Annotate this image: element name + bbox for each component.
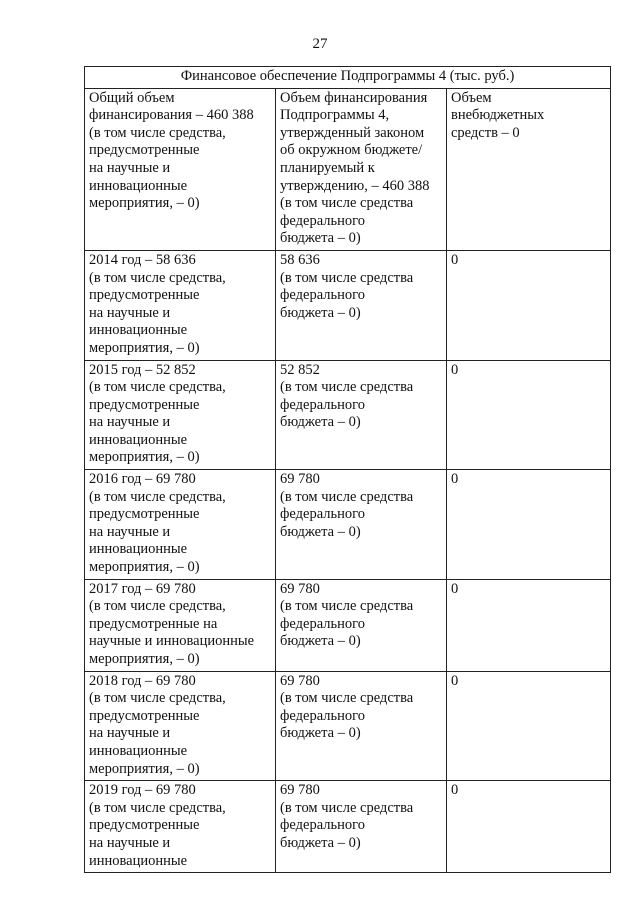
financing-table	[84, 66, 611, 873]
table-title-row	[85, 67, 611, 89]
row-total-cell: 2017 год – 69 780 (в том числе средства, предусмотренные на научные и инновационные мероприятия, – 0)	[85, 579, 276, 671]
table-header-row	[85, 88, 611, 250]
row-budget-cell: 52 852 (в том числе средства федерального бюджета – 0)	[276, 360, 447, 470]
row-budget-cell: 69 780 (в том числе средства федерального бюджета – 0)	[276, 671, 447, 781]
row-extrabudgetary-cell: 0	[447, 470, 611, 580]
page-number: 27	[312, 36, 328, 52]
row-total-cell: 2019 год – 69 780 (в том числе средства, предусмотренные на научные и инновационные	[85, 781, 276, 873]
row-budget-cell: 58 636 (в том числе средства федерального бюджета – 0)	[276, 250, 447, 360]
table-row	[85, 360, 611, 470]
table-row	[85, 781, 611, 873]
row-extrabudgetary-cell: 0	[447, 360, 611, 470]
row-extrabudgetary-cell: 0	[447, 781, 611, 873]
table-row	[85, 470, 611, 580]
row-total-cell: 2015 год – 52 852 (в том числе средства, предусмотренные на научные и инновационные мероприятия, – 0)	[85, 360, 276, 470]
table-row	[85, 250, 611, 360]
header-total-volume: Общий объем финансирования – 460 388 (в том числе средства, предусмотренные на научные и инновационные мероприятия, – 0)	[85, 88, 276, 250]
row-extrabudgetary-cell: 0	[447, 579, 611, 671]
table-title: Финансовое обеспечение Подпрограммы 4 (тыс. руб.)	[85, 67, 611, 89]
row-budget-cell: 69 780 (в том числе средства федерального бюджета – 0)	[276, 579, 447, 671]
row-budget-cell: 69 780 (в том числе средства федерального бюджета – 0)	[276, 470, 447, 580]
table-row	[85, 671, 611, 781]
table-row	[85, 579, 611, 671]
header-extrabudgetary-volume: Объем внебюджетных средств – 0	[447, 88, 611, 250]
row-extrabudgetary-cell: 0	[447, 671, 611, 781]
row-budget-cell: 69 780 (в том числе средства федерального бюджета – 0)	[276, 781, 447, 873]
row-total-cell: 2018 год – 69 780 (в том числе средства, предусмотренные на научные и инновационные мероприятия, – 0)	[85, 671, 276, 781]
header-budget-volume: Объем финансирования Подпрограммы 4, утвержденный законом об окружном бюджете/ планируемый к утверждению, – 460 388 (в том числе средства федерального бюджета – 0)	[276, 88, 447, 250]
row-extrabudgetary-cell: 0	[447, 250, 611, 360]
row-total-cell: 2016 год – 69 780 (в том числе средства, предусмотренные на научные и инновационные мероприятия, – 0)	[85, 470, 276, 580]
row-total-cell: 2014 год – 58 636 (в том числе средства, предусмотренные на научные и инновационные мероприятия, – 0)	[85, 250, 276, 360]
